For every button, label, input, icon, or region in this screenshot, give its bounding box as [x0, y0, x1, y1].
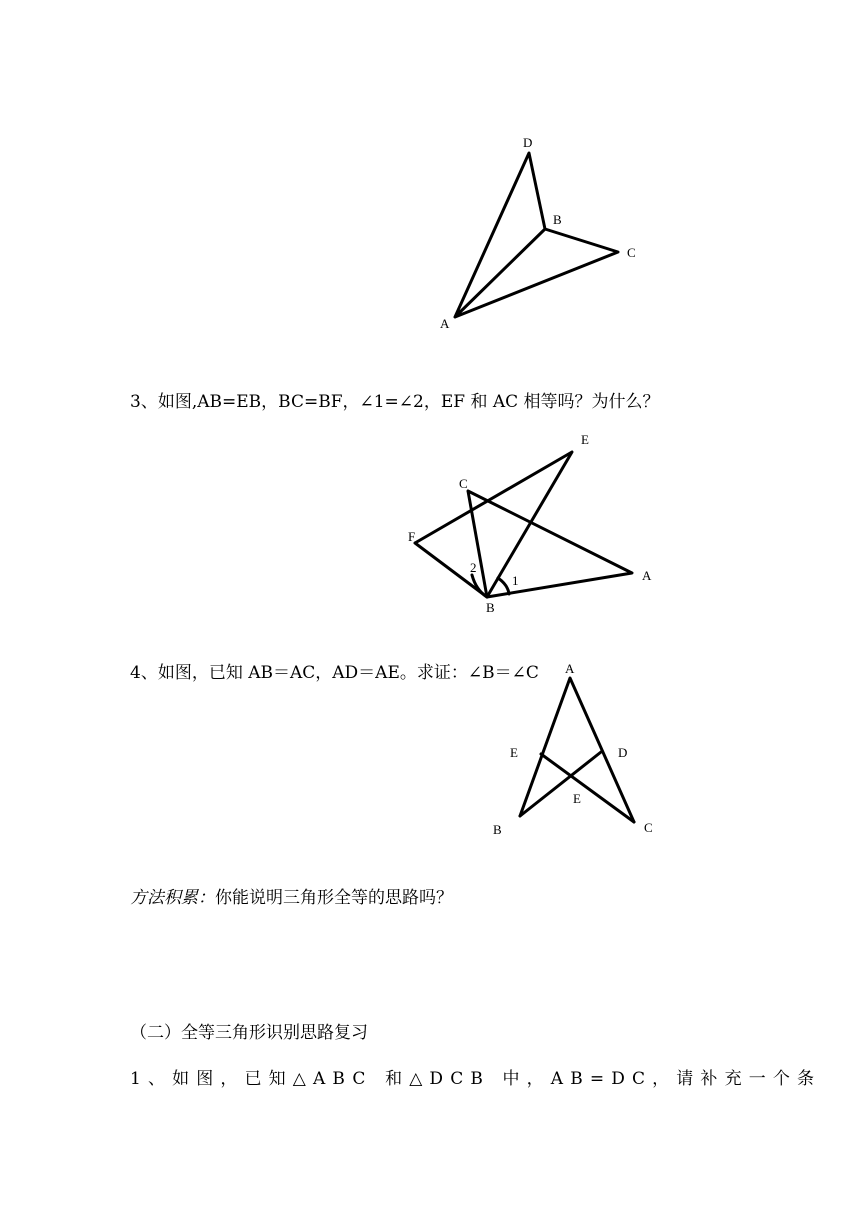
figure1-label-d: D — [523, 135, 533, 150]
figure2-label-2: 2 — [470, 560, 477, 575]
problem-4-text: 4、如图，已知 AB＝AC，AD＝AE。求证：∠B＝∠C — [130, 663, 539, 683]
figure2-label-1: 1 — [512, 573, 519, 588]
method-label: 方法积累： — [130, 888, 215, 908]
method-line — [130, 883, 453, 908]
figure2-label-e: E — [581, 432, 589, 447]
problem-3-text: 3、如图,AB=EB，BC=BF，∠1=∠2，EF 和 AC 相等吗？为什么？ — [130, 392, 660, 412]
figure3-label-a: A — [565, 661, 575, 676]
figure1-label-a: A — [440, 316, 450, 331]
figure2-label-a: A — [642, 568, 652, 583]
figure3-label-b: B — [493, 822, 502, 837]
figure3-label-e-mid: E — [573, 791, 581, 806]
figure1-label-c: C — [627, 245, 636, 260]
figure1-label-b: B — [553, 212, 562, 227]
figure2-label-f: F — [408, 529, 416, 544]
method-text: 你能说明三角形全等的思路吗？ — [215, 888, 453, 908]
figure3-label-d: D — [618, 745, 628, 760]
figure3-label-c: C — [644, 820, 653, 835]
section-2-heading: （二）全等三角形识别思路复习 — [130, 1023, 368, 1043]
figure3-label-e-left: E — [510, 745, 518, 760]
figure2-label-b: B — [486, 600, 495, 615]
figure2-label-c: C — [459, 476, 468, 491]
problem-1-text: 1、如图，已知△ABC 和△DCB 中，AB=DC，请补充一个条 — [130, 1069, 822, 1089]
